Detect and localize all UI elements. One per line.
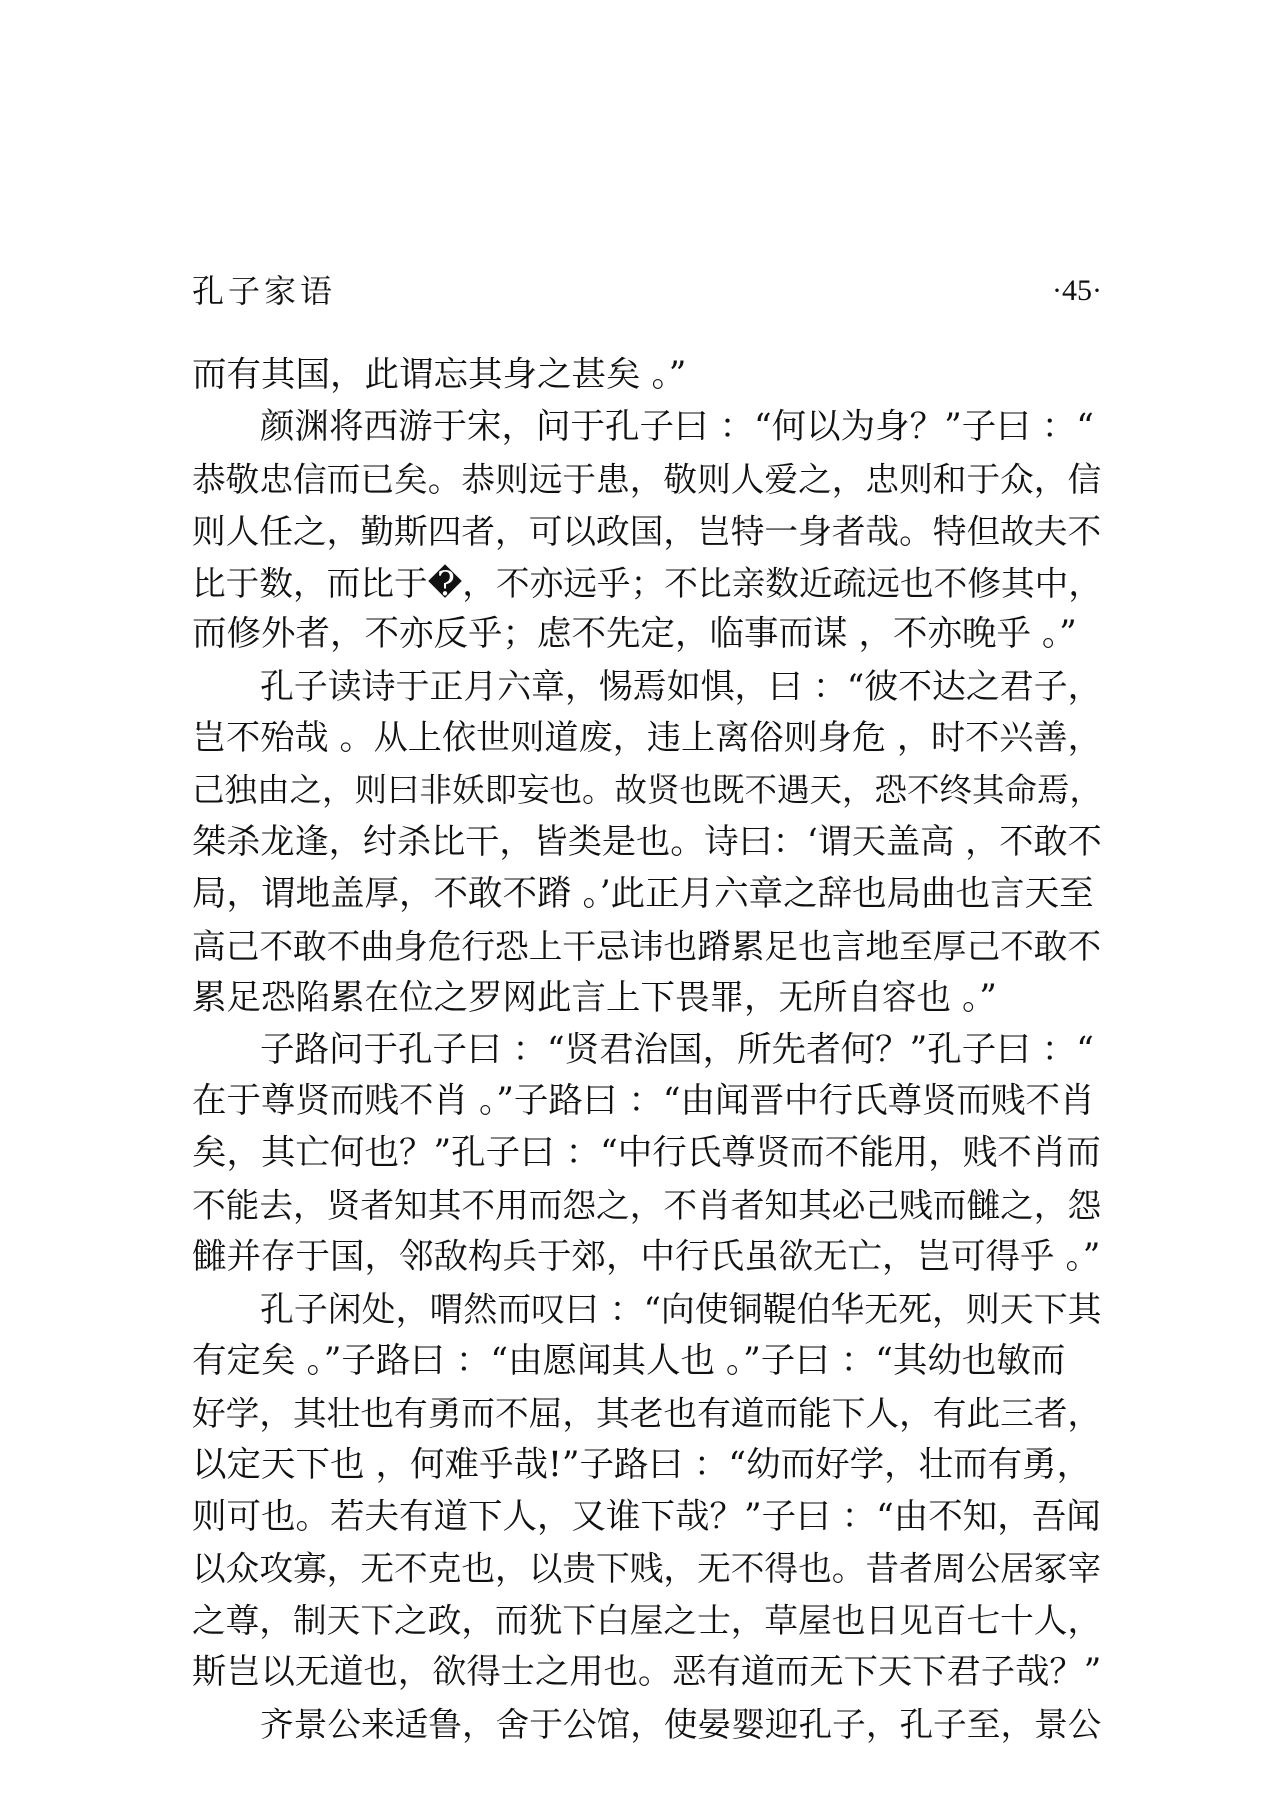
text-line: 有定矣 。”子路曰 ：“由愿闻其人也 。”子曰 ：“其幼也敏而 [192, 1340, 1066, 1381]
running-head [192, 268, 1102, 314]
body-text [192, 350, 1102, 1751]
text-line: 而修外者，不亦反乎；虑不先定，临事而谋 ，不亦晚乎 。” [192, 614, 1077, 655]
text-line: 好学，其壮也有勇而不屈，其老也有道而能下人，有此三者， [192, 1393, 1102, 1433]
text-line: 岂不殆哉 。从上依世则道废，违上离俗则身危 ，时不兴善， [192, 718, 1102, 759]
text-line: 孔子读诗于正月六章，惕焉如惧，曰 ：“彼不达之君子， [260, 667, 1102, 707]
text-line: 齐景公来适鲁，舍于公馆，使晏婴迎孔子，孔子至，景公 [260, 1705, 1102, 1745]
text-line: 在于尊贤而贱不肖 。”子路曰 ：“由闻晋中行氏尊贤而贱不肖 [192, 1081, 1095, 1122]
text-line: 比于数，而比于�，不亦远乎；不比亲数近疏远也不修其中， [192, 563, 1102, 603]
text-line: 以定天下也 ，何难乎哉!”子路曰 ：“幼而好学，壮而有勇， [192, 1444, 1092, 1485]
text-line: 局，谓地盖厚，不敢不蹐 。’此正月六章之辞也局曲也言天至 [192, 873, 1094, 914]
text-line: 桀杀龙逢，纣杀比干，皆类是也。诗曰：‘谓天盖高 ，不敢不 [192, 822, 1102, 863]
text-line: 恭敬忠信而已矣。恭则远于患，敬则人爱之，忠则和于众，信 [192, 459, 1102, 499]
text-line: 己独由之，则曰非妖即妄也。故贤也既不遇天，恐不终其命焉， [192, 771, 1103, 810]
text-line: 雠并存于国，邻敌构兵于郊，中行氏虽欲无亡，岂可得乎 。” [192, 1237, 1101, 1278]
text-line: 高己不敢不曲身危行恐上干忌讳也蹐累足也言地至厚己不敢不 [192, 926, 1102, 966]
text-line: 子路问于孔子曰 ：“贤君治国，所先者何？”孔子曰 ：“ [260, 1029, 1094, 1070]
text-line: 则人任之，勤斯四者，可以政国，岂特一身者哉。特但故夫不 [192, 511, 1102, 551]
text-line: 斯岂以无道也，欲得士之用也。恶有道而无下天下君子哉？” [192, 1652, 1102, 1693]
text-line: 则可也。若夫有道下人，又谁下哉？”子曰 ：“由不知，吾闻 [192, 1496, 1101, 1537]
text-line: 颜渊将西游于宋，问于孔子曰 ：“何以为身？”子曰 ：“ [260, 406, 1094, 447]
text-line: 矣，其亡何也？”孔子曰 ：“中行氏尊贤而不能用，贱不肖而 [192, 1133, 1101, 1174]
text-line: 孔子闲处，喟然而叹曰 ：“向使铜鞮伯华无死，则天下其 [260, 1290, 1102, 1330]
page-number: ·45· [1052, 274, 1102, 307]
text-line: 不能去，贤者知其不用而怨之，不肖者知其必己贱而雠之，怨 [192, 1186, 1102, 1226]
book-title: 孔子家语 [192, 272, 337, 310]
text-line: 以众攻寡，无不克也，以贵下贱，无不得也。昔者周公居冢宰 [192, 1549, 1102, 1589]
text-line: 而有其国，此谓忘其身之甚矣 。” [192, 355, 687, 395]
text-line: 之尊，制天下之政，而犹下白屋之士，草屋也日见百七十人， [192, 1601, 1102, 1641]
text-line: 累足恐陷累在位之罗网此言上下畏罪，无所自容也 。” [192, 977, 997, 1018]
